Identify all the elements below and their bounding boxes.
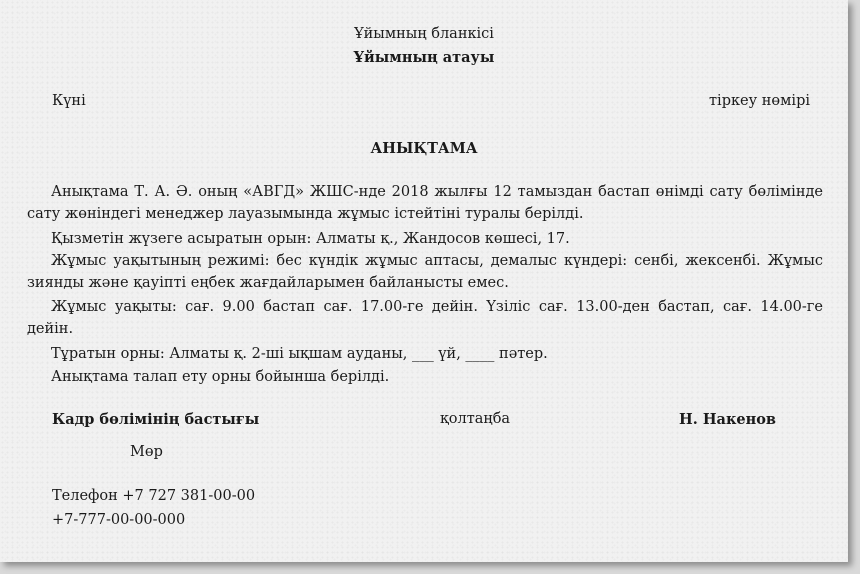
signatory-name: Н. Накенов xyxy=(679,411,776,428)
stamp-label: Мөр xyxy=(130,444,163,460)
phone-secondary: +7-777-00-00-000 xyxy=(52,512,186,528)
paragraph-residence: Тұратын орны: Алматы қ. 2-ші ықшам ауданы, ___ үй, ____ пәтер. xyxy=(51,346,548,362)
org-form-label: Ұйымның бланкісі xyxy=(354,26,494,42)
registration-number-label: тіркеу нөмірі xyxy=(709,93,810,109)
phone-primary: Телефон +7 727 381-00-00 xyxy=(52,488,256,504)
document-title: АНЫҚТАМА xyxy=(370,140,478,157)
paragraph-workplace: Қызметін жүзеге асыратын орын: Алматы қ., Жандосов көшесі, 17. xyxy=(51,231,570,247)
org-name: Ұйымның атауы xyxy=(353,49,495,66)
paragraph-issued-for: Анықтама талап ету орны бойынша берілді. xyxy=(51,369,390,385)
signatory-position: Кадр бөлімінің бастығы xyxy=(52,411,260,428)
paragraph-work-hours: Жұмыс уақыты: сағ. 9.00 бастап сағ. 17.00-ге дейін. Үзіліс сағ. 13.00-ден бастап, сағ. 14.00-ге дейін. xyxy=(27,299,823,337)
paragraph-employment: Анықтама Т. А. Ә. оның «АВГД» ЖШС-нде 2018 жылғы 12 тамыздан бастап өнімді сату бөлімінде сату жөніндегі менеджер лауазымында жұмыс істейтіні туралы берілді. xyxy=(27,184,823,222)
date-label: Күні xyxy=(52,93,86,109)
paragraph-work-regime: Жұмыс уақытының режимі: бес күндік жұмыс аптасы, демалыс күндері: сенбі, жексенбі. Жұмыс зиянды және қауіпті еңбек жағдайларымен байланысты емес. xyxy=(27,253,823,291)
signature-label: қолтаңба xyxy=(440,411,511,427)
